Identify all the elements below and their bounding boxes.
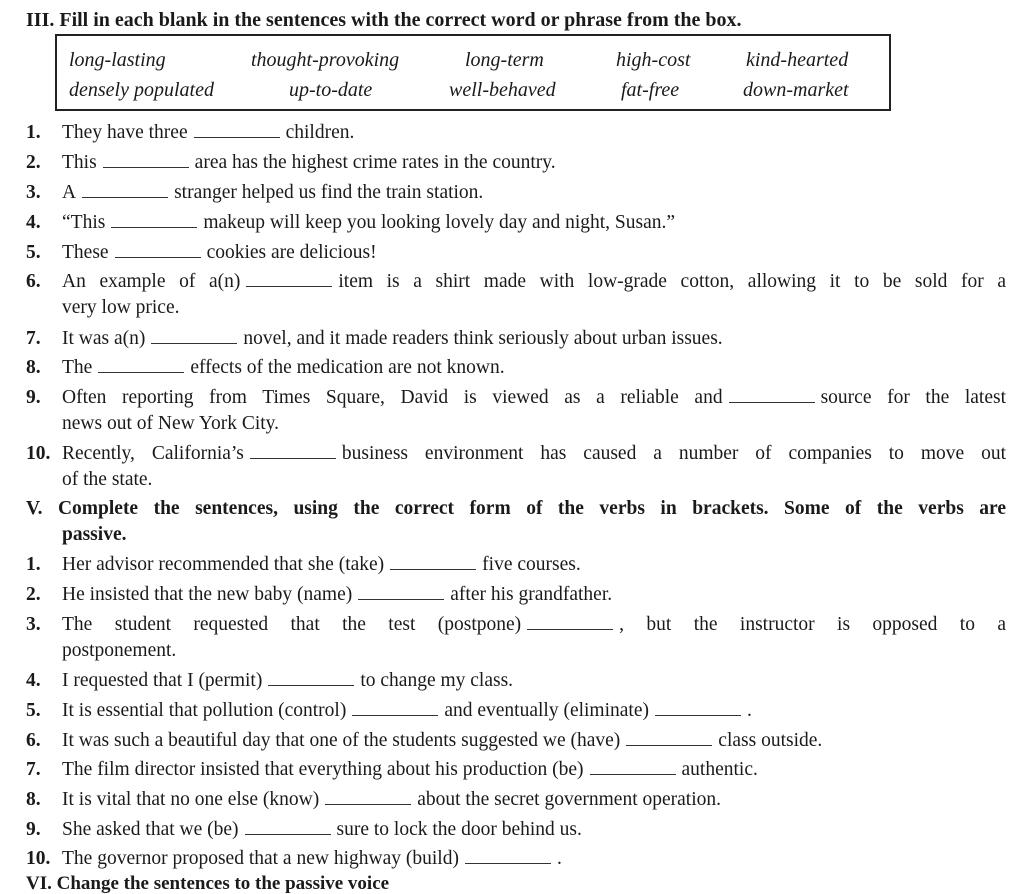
answer-blank[interactable] [245, 819, 331, 835]
answer-blank[interactable] [246, 271, 332, 287]
item-text-after: and eventually (eliminate) [444, 700, 649, 721]
item-number: 9. [26, 819, 41, 840]
item-text-after: about the secret government operation. [417, 789, 721, 810]
item-number: 5. [26, 700, 41, 721]
item-number: 8. [26, 789, 41, 810]
item-number: 1. [26, 122, 41, 143]
item-text-after: . [556, 848, 562, 869]
box-word: densely populated [69, 79, 214, 101]
item-text-after: authentic. [681, 759, 758, 780]
item-text-after: , but the instructor is opposed to a [619, 614, 1006, 635]
item-text-after: source for the latest [820, 387, 1006, 408]
item-number: 8. [26, 357, 41, 378]
answer-blank[interactable] [358, 584, 444, 600]
item-number: 6. [26, 271, 41, 292]
item-number: 2. [26, 152, 41, 173]
section-5-heading-text: V. Complete the sentences, using the correct form of the verbs in brackets. Some of the verbs are [26, 498, 1006, 519]
item-number: 3. [26, 614, 41, 635]
item-text-after: novel, and it made readers think seriously about urban issues. [243, 328, 723, 349]
item-text-before: He insisted that the new baby (name) [62, 584, 353, 605]
box-word: thought-provoking [251, 49, 400, 71]
answer-blank[interactable] [268, 670, 354, 686]
item-text-before: This [62, 152, 97, 173]
box-word: well-behaved [449, 79, 556, 101]
item-number: 10. [26, 848, 51, 869]
item-text-before: She asked that we (be) [62, 819, 239, 840]
box-word: high-cost [616, 49, 691, 71]
item-text-continued: of the state. [62, 469, 153, 490]
item-text-after: to change my class. [360, 670, 514, 691]
item-number: 1. [26, 554, 41, 575]
box-word: long-lasting [69, 49, 166, 71]
box-word: kind-hearted [746, 49, 849, 71]
section-5-heading-continued: passive. [62, 524, 127, 545]
item-text-before: The governor proposed that a new highway (build) [62, 848, 459, 869]
answer-blank[interactable] [151, 328, 237, 344]
box-word: fat-free [621, 79, 680, 101]
answer-blank[interactable] [194, 122, 280, 138]
item-text-before: An example of a(n) [62, 271, 241, 292]
answer-blank[interactable] [103, 152, 189, 168]
item-text-after: makeup will keep you looking lovely day and night, Susan.” [203, 212, 676, 233]
item-number: 9. [26, 387, 41, 408]
item-text-after: stranger helped us find the train station. [174, 182, 484, 203]
item-text-after: sure to lock the door behind us. [336, 819, 582, 840]
item-number: 3. [26, 182, 41, 203]
next-section-heading-cut: VI. Change the sentences to the passive voice [26, 873, 390, 894]
item-text-after: business environment has caused a number of companies to move out [341, 443, 1006, 464]
answer-blank[interactable] [626, 730, 712, 746]
item-text-after: cookies are delicious! [206, 242, 377, 263]
exercise-item [26, 269, 1006, 321]
item-number: 4. [26, 212, 41, 233]
item-number: 7. [26, 328, 41, 349]
item-text-before: Recently, California’s [62, 443, 244, 464]
item-text-after: children. [285, 122, 355, 143]
answer-blank[interactable] [527, 614, 613, 630]
item-text-continued: postponement. [62, 640, 177, 661]
item-number: 5. [26, 242, 41, 263]
item-number: 10. [26, 443, 51, 464]
item-number: 6. [26, 730, 41, 751]
box-word: up-to-date [289, 79, 373, 101]
box-word: long-term [465, 49, 544, 71]
item-text-before: The student requested that the test (postpone) [62, 614, 522, 635]
item-text-before: The [62, 357, 93, 378]
item-text-before: They have three [62, 122, 188, 143]
item-text-before: These [62, 242, 109, 263]
word-box [55, 34, 891, 111]
item-text-after: five courses. [482, 554, 581, 575]
answer-blank[interactable] [352, 700, 438, 716]
item-text-after: after his grandfather. [450, 584, 613, 605]
item-text-after: effects of the medication are not known. [190, 357, 505, 378]
item-text-before: It is essential that pollution (control) [62, 700, 347, 721]
section-3-heading: III. Fill in each blank in the sentences with the correct word or phrase from the box. [26, 9, 742, 31]
item-text-before: It is vital that no one else (know) [62, 789, 320, 810]
exercise-item [26, 385, 1006, 437]
item-text-tail: . [747, 700, 752, 721]
answer-blank[interactable] [82, 182, 168, 198]
item-text-before: It was such a beautiful day that one of the students suggested we (have) [62, 730, 621, 751]
answer-blank[interactable] [115, 242, 201, 258]
item-number: 2. [26, 584, 41, 605]
answer-blank[interactable] [98, 357, 184, 373]
item-text-before: A [62, 182, 77, 203]
item-text-before: I requested that I (permit) [62, 670, 263, 691]
answer-blank[interactable] [729, 387, 815, 403]
exercise-item [26, 441, 1006, 493]
box-word: down-market [743, 79, 849, 101]
item-text-after: area has the highest crime rates in the country. [194, 152, 556, 173]
item-number: 7. [26, 759, 41, 780]
item-text-before: “This [62, 212, 106, 233]
answer-blank[interactable] [111, 212, 197, 228]
item-text-continued: news out of New York City. [62, 413, 280, 434]
answer-blank[interactable] [325, 789, 411, 805]
exercise-item [26, 612, 1006, 664]
answer-blank[interactable] [390, 554, 476, 570]
item-text-before: It was a(n) [62, 328, 146, 349]
answer-blank[interactable] [655, 700, 741, 716]
section-5-heading [26, 496, 1006, 548]
answer-blank[interactable] [250, 443, 336, 459]
item-text-before: Often reporting from Times Square, David is viewed as a reliable and [62, 387, 723, 408]
answer-blank[interactable] [590, 759, 676, 775]
item-text-continued: very low price. [62, 297, 180, 318]
item-text-after: class outside. [718, 730, 823, 751]
item-text-before: The film director insisted that everything about his production (be) [62, 759, 584, 780]
answer-blank[interactable] [465, 848, 551, 864]
item-text-after: item is a shirt made with low-grade cotton, allowing it to be sold for a [338, 271, 1006, 292]
item-number: 4. [26, 670, 41, 691]
item-text-before: Her advisor recommended that she (take) [62, 554, 385, 575]
